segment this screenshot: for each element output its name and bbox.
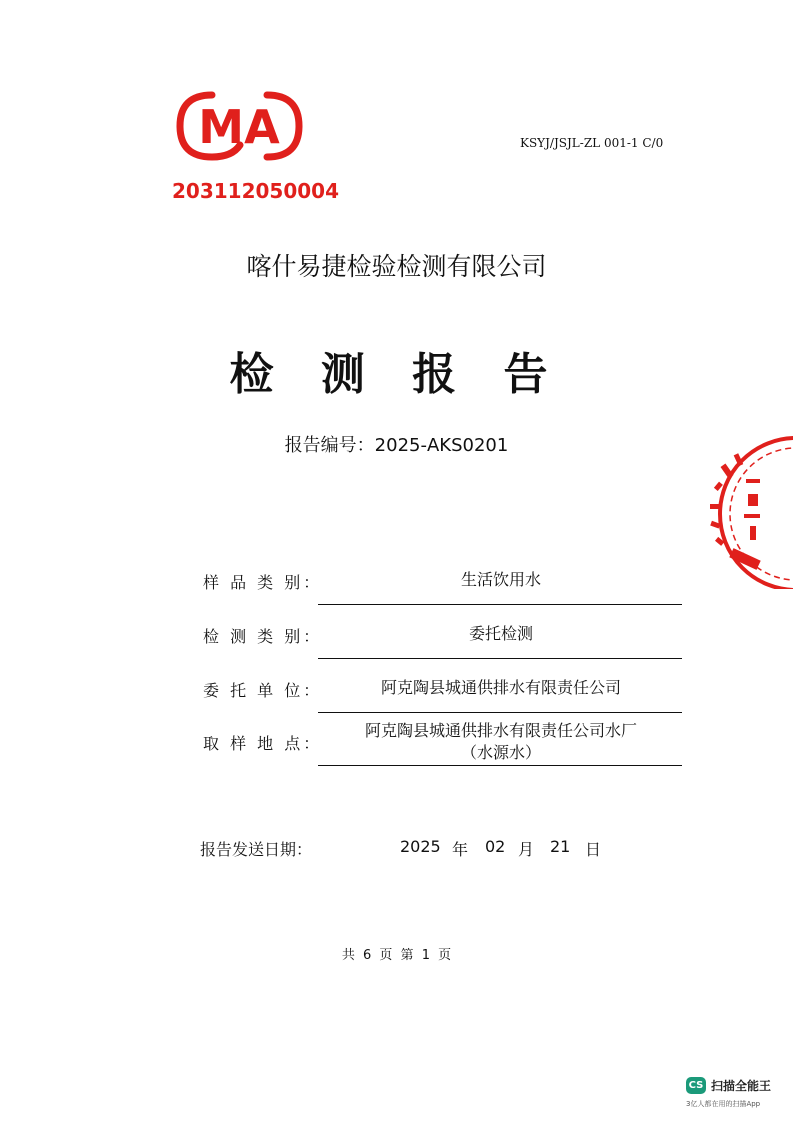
date-day: 21: [550, 837, 571, 856]
date-label: 报告发送日期：: [200, 840, 313, 859]
field-underline: [318, 658, 682, 659]
cma-stamp-text: MA: [198, 100, 280, 154]
field-value-sampling-site: 阿克陶县城通供排水有限责任公司水厂: [364, 721, 637, 740]
date-month-unit: 月: [518, 840, 535, 859]
field-underline: [318, 765, 682, 766]
field-underline: [318, 604, 682, 605]
field-value-sample-type: 生活饮用水: [460, 570, 541, 589]
scanner-tagline: 3亿人都在用的扫描App: [686, 1100, 761, 1108]
field-label-test-type: 检 测 类 别：: [203, 627, 323, 646]
scanner-watermark: [686, 1074, 786, 1114]
field-value-sampling-site-line2: （水源水）: [460, 743, 541, 762]
scanner-name: 扫描全能王: [711, 1079, 772, 1093]
field-value-client: 阿克陶县城通供排水有限责任公司: [380, 678, 621, 697]
date-year-unit: 年: [452, 840, 469, 859]
document-code: KSYJ/JSJL-ZL 001-1 C/0: [520, 136, 664, 150]
field-label-sampling-site: 取 样 地 点：: [203, 734, 323, 753]
date-year: 2025: [400, 837, 441, 856]
cma-stamp-icon: [172, 85, 307, 167]
field-label-client: 委 托 单 位：: [203, 681, 323, 700]
page-info: 共 6 页 第 1 页: [341, 948, 452, 963]
official-seal-icon: [686, 434, 793, 589]
company-name: 喀什易捷检验检测有限公司: [246, 252, 547, 281]
date-day-unit: 日: [585, 840, 602, 859]
scanner-logo-icon: CS: [686, 1077, 706, 1094]
report-number: 报告编号：2025-AKS0201: [284, 435, 509, 456]
cma-certificate-number: 203112050004: [172, 179, 339, 203]
field-underline: [318, 712, 682, 713]
page-title: 检 测 报 告: [229, 349, 564, 400]
field-value-test-type: 委托检测: [468, 624, 533, 643]
field-label-sample-type: 样 品 类 别：: [203, 573, 323, 592]
date-month: 02: [485, 837, 506, 856]
